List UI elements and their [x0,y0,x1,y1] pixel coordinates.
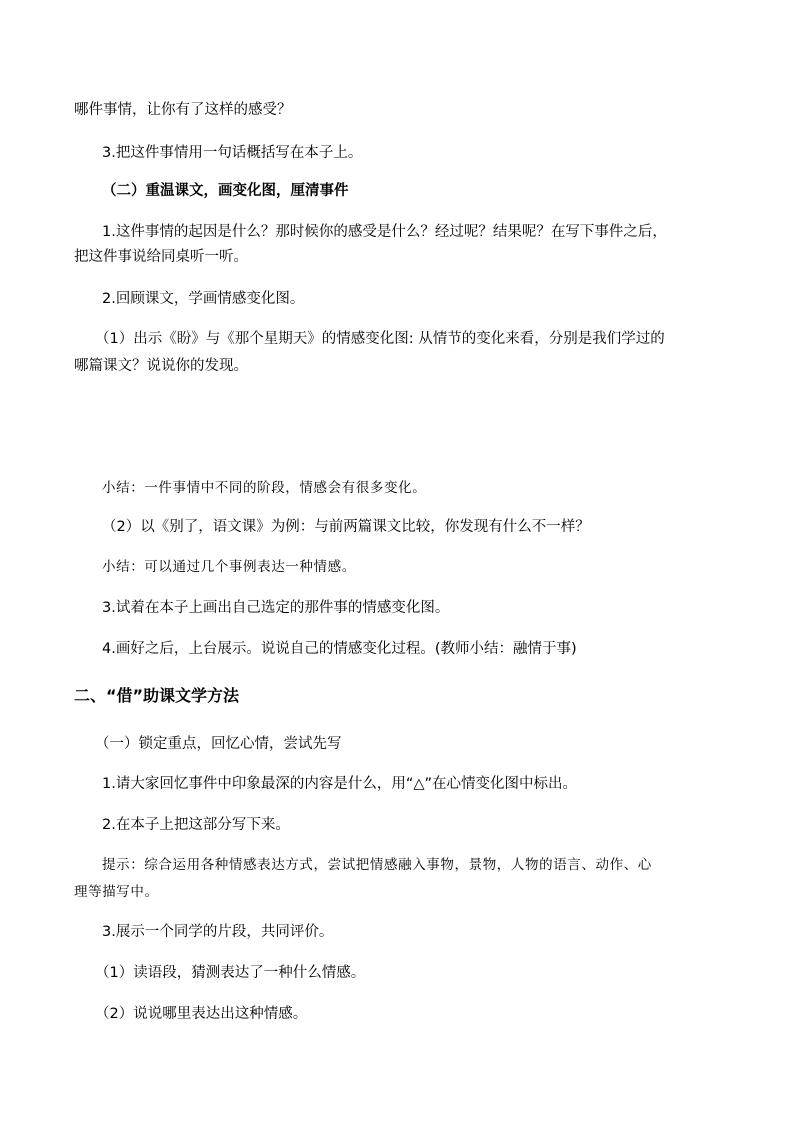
summary-2: 小结：可以通过几个事例表达一种情感。 [102,559,356,575]
step-4-present: 4.画好之后，上台展示。说说自己的情感变化过程。(教师小结：融情于事) [102,641,577,657]
step-1-recall: 1.请大家回忆事件中印象最深的内容是什么，用“△”在心情变化图中标出。 [102,776,578,792]
sub-item-2: （2）说说哪里表达出这种情感。 [95,1006,308,1022]
item-1-line-1: （1）出示《盼》与《那个星期天》的情感变化图: 从情节的变化来看，分别是我们学过的 [95,331,665,347]
tip-line-1: 提示：综合运用各种情感表达方式，尝试把情感融入事物，景物，人物的语言、动作、心 [102,857,652,873]
section-heading-2: 二、“借”助课文学方法 [74,686,240,705]
step-2-review: 2.回顾课文，学画情感变化图。 [102,291,305,307]
tip-line-2: 理等描写中。 [74,884,159,900]
step-2-write: 2.在本子上把这部分写下来。 [102,817,290,833]
subsection-heading-2: （二）重温课文，画变化图，厘清事件 [102,183,349,199]
item-2: （2）以《别了，语文课》为例：与前两篇课文比较，你发现有什么不一样？ [102,519,590,535]
step-3-showcase: 3.展示一个同学的片段，共同评价。 [102,924,334,940]
item-1-line-2: 哪篇课文？说说你的发现。 [74,358,248,374]
step-3-draw: 3.试着在本子上画出自己选定的那件事的情感变化图。 [102,600,450,616]
paragraph-continuation: 哪件事情，让你有了这样的感受？ [74,102,292,118]
step-3-summarize: 3.把这件事情用一句话概括写在本子上。 [102,145,363,161]
step-1-line-1: 1.这件事情的起因是什么？那时候你的感受是什么？经过呢？结果呢？在写下事件之后， [102,224,667,240]
step-1-line-2: 把这件事说给同桌听一听。 [74,249,248,265]
summary-1: 小结：一件事情中不同的阶段，情感会有很多变化。 [102,480,427,496]
subsection-heading-1: （一）锁定重点，回忆心情，尝试先写 [95,736,342,752]
sub-item-1: （1）读语段，猜测表达了一种什么情感。 [95,965,366,981]
